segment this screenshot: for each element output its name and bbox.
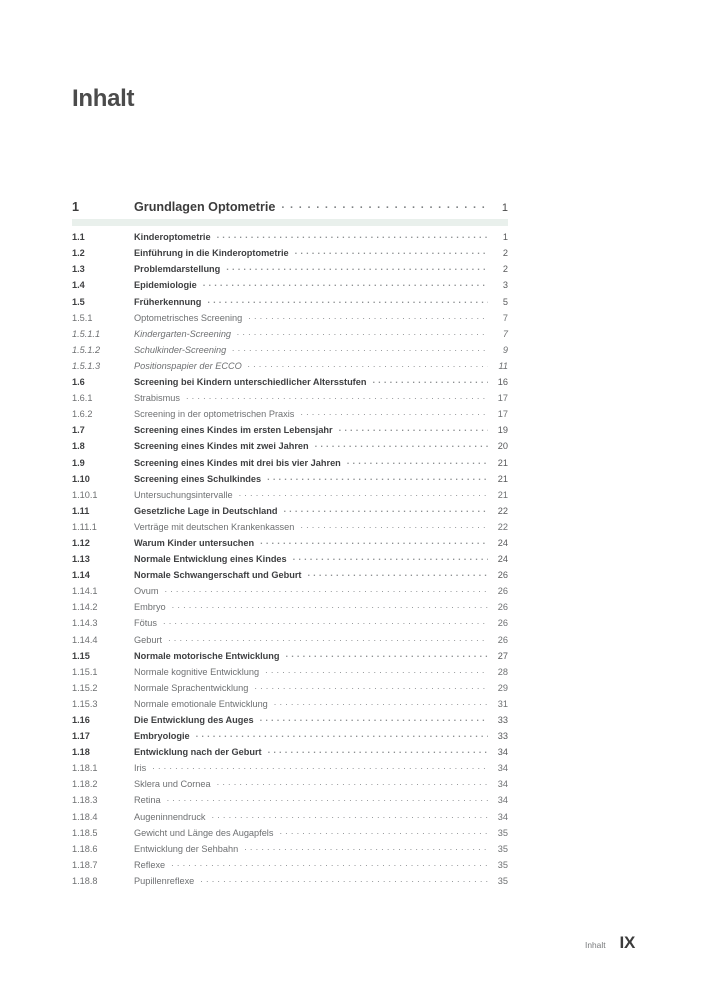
toc-entry-number: 1.18 (72, 747, 90, 758)
toc-entry-number: 1.18.3 (72, 795, 98, 806)
toc-entry-number: 1.5.1 (72, 312, 93, 323)
toc-leader-dots (281, 198, 488, 211)
toc-leader-dots (226, 263, 488, 272)
toc-entry-title: Fötus (134, 618, 157, 629)
toc-leader-dots (339, 424, 488, 433)
toc-entry-title: Screening eines Kindes im ersten Lebensjahr (134, 425, 333, 436)
toc-entry[interactable] (72, 344, 508, 360)
toc-entry[interactable] (72, 295, 508, 311)
toc-entry-title: Normale Entwicklung eines Kindes (134, 554, 287, 565)
chapter-accent-band (72, 219, 508, 226)
toc-entry-title: Die Entwicklung des Auges (134, 715, 254, 725)
toc-entry-page-number: 16 (497, 377, 508, 388)
toc-entry[interactable] (72, 859, 508, 875)
toc-leader-dots (260, 537, 488, 546)
toc-entry-title: Geburt (134, 634, 163, 645)
toc-leader-dots (212, 810, 488, 819)
toc-leader-dots (295, 247, 488, 256)
toc-entry-page-number: 19 (497, 425, 508, 436)
toc-entry[interactable] (72, 810, 508, 826)
toc-leader-dots (186, 392, 488, 401)
toc-entry-number: 1.17 (72, 731, 90, 742)
toc-entry-page-number: 33 (497, 731, 508, 742)
toc-entry[interactable] (72, 472, 508, 488)
footer-section-label: Inhalt (585, 940, 606, 950)
toc-entry[interactable] (72, 666, 508, 682)
toc-entry-page-number: 7 (502, 328, 508, 339)
toc-entry[interactable] (72, 633, 508, 649)
toc-entry[interactable] (72, 247, 508, 263)
toc-leader-dots (244, 843, 488, 852)
toc-entry-title: Screening in der optometrischen Praxis (134, 409, 295, 420)
toc-entry-number: 1.14 (72, 570, 90, 581)
toc-entry-number: 1.18.7 (72, 859, 98, 870)
toc-entry-title: Epidemiologie (134, 280, 197, 291)
toc-entry-page-number: 5 (502, 296, 508, 307)
toc-entry[interactable] (72, 794, 508, 810)
toc-leader-dots (232, 344, 488, 353)
toc-entry-number: 1.15 (72, 650, 90, 661)
toc-entry-title: Screening eines Schulkindes (134, 473, 262, 484)
toc-entry[interactable] (72, 537, 508, 553)
toc-entry[interactable] (72, 198, 508, 218)
toc-entry-page-number: 34 (497, 763, 508, 774)
toc-leader-dots (237, 328, 488, 337)
toc-entry-page-number: 26 (497, 618, 508, 629)
toc-entry[interactable] (72, 279, 508, 295)
toc-entry-number: 1.2 (72, 248, 85, 259)
toc-entry-title: Screening eines Kindes mit drei bis vier Jahren (134, 457, 341, 468)
toc-entry-title: Positionspapier der ECCO (134, 360, 242, 371)
toc-entry-number: 1.9 (72, 457, 85, 468)
toc-entry[interactable] (72, 682, 508, 698)
toc-leader-dots (217, 231, 488, 240)
toc-entry-title: Embryologie (134, 731, 190, 742)
toc-entry[interactable] (72, 585, 508, 601)
toc-entry[interactable] (72, 553, 508, 569)
toc-entry-number: 1.4 (72, 280, 85, 291)
toc-entry-page-number: 21 (497, 489, 508, 500)
toc-entry[interactable] (72, 231, 508, 247)
toc-entry-page-number: 33 (497, 715, 508, 725)
toc-entry-title: Entwicklung der Sehbahn (134, 843, 239, 854)
toc-entry-number: 1.18.6 (72, 843, 98, 854)
toc-leader-dots (172, 601, 488, 610)
toc-entry-page-number: 22 (497, 505, 508, 516)
toc-entry-number: 1.5.1.2 (72, 344, 101, 355)
toc-entry-number: 1 (72, 199, 80, 214)
toc-leader-dots (372, 376, 488, 385)
toc-entry-page-number: 35 (497, 827, 508, 838)
toc-entry-number: 1.15.2 (72, 682, 98, 693)
toc-entry[interactable] (72, 875, 508, 891)
toc-leader-dots (171, 859, 488, 868)
toc-entry-number: 1.11.1 (72, 521, 97, 532)
toc-leader-dots (267, 472, 488, 481)
toc-entry[interactable] (72, 392, 508, 408)
toc-entry-page-number: 21 (497, 457, 508, 468)
toc-entry[interactable] (72, 328, 508, 344)
toc-entry-page-number: 34 (497, 795, 508, 806)
toc-leader-dots (300, 521, 488, 530)
toc-entry-number: 1.16 (72, 715, 90, 725)
toc-entry-number: 1.14.3 (72, 618, 98, 629)
toc-entry[interactable] (72, 649, 508, 665)
toc-leader-dots (254, 682, 488, 691)
toc-entry-number: 1.3 (72, 264, 85, 275)
toc-entry-page-number: 34 (497, 779, 508, 790)
toc-leader-dots (286, 649, 489, 658)
toc-entry[interactable] (72, 569, 508, 585)
toc-leader-dots (265, 666, 488, 675)
toc-entry-title: Ovum (134, 586, 159, 597)
toc-entry-page-number: 29 (497, 682, 508, 693)
toc-entry-title: Embryo (134, 602, 166, 613)
toc-entry-number: 1.18.1 (72, 763, 98, 774)
toc-leader-dots (268, 746, 488, 755)
toc-entry-number: 1.8 (72, 441, 85, 452)
toc-entry-number: 1.13 (72, 554, 90, 565)
page-title: Inhalt (72, 85, 135, 112)
toc-entry[interactable] (72, 360, 508, 376)
toc-entry-title: Reflexe (134, 859, 166, 870)
toc-entry-title: Problemdarstellung (134, 264, 221, 275)
toc-entry[interactable] (72, 826, 508, 842)
toc-entry[interactable] (72, 698, 508, 714)
toc-entry-number: 1.10 (72, 473, 90, 484)
toc-leader-dots (200, 875, 488, 884)
toc-entry[interactable] (72, 843, 508, 859)
toc-entry-title: Früherkennung (134, 296, 202, 307)
toc-entry[interactable] (72, 601, 508, 617)
toc-entry[interactable] (72, 456, 508, 472)
toc-entry[interactable] (72, 424, 508, 440)
toc-entry-number: 1.6.1 (72, 393, 93, 404)
toc-entry-number: 1.1 (72, 232, 85, 243)
toc-entry-title: Augeninnendruck (134, 811, 206, 822)
toc-entry-page-number: 11 (498, 360, 508, 371)
toc-entry-title: Gewicht und Länge des Augapfels (134, 827, 274, 838)
toc-entry-number: 1.14.1 (72, 586, 98, 597)
toc-entry-title: Normale Sprachentwicklung (134, 682, 249, 693)
toc-entry[interactable] (72, 714, 508, 730)
toc-entry-page-number: 22 (497, 521, 508, 532)
toc-leader-dots (167, 794, 488, 803)
toc-entry-number: 1.18.5 (72, 827, 98, 838)
toc-entry-title: Untersuchungsintervalle (134, 489, 233, 500)
toc-entry[interactable] (72, 505, 508, 521)
toc-entry-title: Entwicklung nach der Geburt (134, 747, 262, 758)
toc-entry-number: 1.11 (72, 505, 90, 516)
toc-entry-page-number: 9 (502, 344, 508, 355)
toc-entry-title: Verträge mit deutschen Krankenkassen (134, 521, 295, 532)
toc-entry-title: Grundlagen Optometrie (134, 199, 276, 214)
toc-entry-page-number: 31 (497, 698, 508, 709)
toc-leader-dots (196, 730, 488, 739)
toc-entry-title: Normale Schwangerschaft und Geburt (134, 570, 302, 581)
toc-entry-page-number: 21 (497, 473, 508, 484)
toc-leader-dots (293, 553, 488, 562)
toc-leader-dots (217, 778, 488, 787)
toc-entry[interactable] (72, 408, 508, 424)
toc-entry[interactable] (72, 263, 508, 279)
toc-entry-page-number: 3 (502, 280, 508, 291)
toc-entry-title: Iris (134, 763, 147, 774)
toc-entry-title: Schulkinder-Screening (134, 344, 227, 355)
toc-entry[interactable] (72, 311, 508, 327)
toc-entry-title: Pupillenreflexe (134, 875, 195, 886)
table-of-contents (72, 198, 508, 891)
toc-entry-title: Screening bei Kindern unterschiedlicher Altersstufen (134, 377, 367, 388)
toc-entry-number: 1.10.1 (72, 489, 98, 500)
toc-entry-page-number: 17 (497, 393, 508, 404)
toc-entry-title: Sklera und Cornea (134, 779, 211, 790)
toc-entry[interactable] (72, 440, 508, 456)
toc-entry-number: 1.5.1.1 (72, 328, 101, 339)
toc-entry-number: 1.6 (72, 377, 85, 388)
toc-entry-page-number: 26 (497, 634, 508, 645)
toc-leader-dots (260, 714, 488, 723)
toc-entry-page-number: 24 (497, 554, 508, 565)
toc-leader-dots (207, 295, 488, 304)
toc-leader-dots (168, 633, 488, 642)
toc-entry-page-number: 20 (497, 441, 508, 452)
toc-entry-page-number: 2 (502, 248, 508, 259)
toc-leader-dots (165, 585, 488, 594)
toc-entry-title: Einführung in die Kinderoptometrie (134, 248, 289, 259)
toc-entry[interactable] (72, 376, 508, 392)
toc-entry-number: 1.5.1.3 (72, 360, 101, 371)
toc-leader-dots (152, 762, 488, 771)
toc-entry-title: Retina (134, 795, 161, 806)
toc-entry-page-number: 2 (502, 264, 508, 275)
toc-entry-title: Kindergarten-Screening (134, 328, 232, 339)
toc-leader-dots (307, 569, 488, 578)
toc-entry-page-number: 7 (502, 312, 508, 323)
toc-entry-page-number: 35 (497, 859, 508, 870)
toc-entry-number: 1.14.2 (72, 602, 98, 613)
toc-entry-page-number: 26 (497, 586, 508, 597)
toc-entry-number: 1.12 (72, 537, 90, 548)
toc-leader-dots (203, 279, 488, 288)
toc-entry-number: 1.5 (72, 296, 85, 307)
toc-entry-number: 1.15.3 (72, 698, 98, 709)
toc-entry[interactable] (72, 762, 508, 778)
toc-entry-page-number: 28 (497, 666, 508, 677)
toc-leader-dots (239, 489, 488, 498)
toc-leader-dots (315, 440, 488, 449)
toc-entry-page-number: 35 (497, 843, 508, 854)
toc-entry-page-number: 1 (501, 201, 508, 214)
toc-entry-page-number: 27 (497, 650, 508, 661)
toc-entry[interactable] (72, 730, 508, 746)
toc-leader-dots (283, 505, 488, 514)
toc-entry[interactable] (72, 617, 508, 633)
toc-entry-title: Normale motorische Entwicklung (134, 650, 280, 661)
toc-leader-dots (300, 408, 488, 417)
toc-entry-page-number: 34 (497, 811, 508, 822)
toc-entry-page-number: 35 (497, 875, 508, 886)
toc-entry-title: Gesetzliche Lage in Deutschland (134, 505, 278, 516)
toc-entry-page-number: 17 (497, 409, 508, 420)
toc-entry-number: 1.18.2 (72, 779, 98, 790)
toc-entry[interactable] (72, 489, 508, 505)
toc-entry-number: 1.18.4 (72, 811, 98, 822)
toc-leader-dots (279, 826, 488, 835)
toc-entry-page-number: 1 (502, 232, 508, 243)
footer-page-number: IX (619, 933, 635, 952)
toc-entry-title: Optometrisches Screening (134, 312, 243, 323)
toc-entry-title: Screening eines Kindes mit zwei Jahren (134, 441, 309, 452)
toc-entry[interactable] (72, 778, 508, 794)
toc-entry-number: 1.6.2 (72, 409, 93, 420)
toc-entry[interactable] (72, 746, 508, 762)
toc-entry-title: Normale emotionale Entwicklung (134, 698, 268, 709)
toc-entry-title: Kinderoptometrie (134, 232, 211, 243)
toc-entry-page-number: 26 (497, 570, 508, 581)
toc-leader-dots (248, 360, 488, 369)
toc-entry-number: 1.15.1 (72, 666, 98, 677)
toc-leader-dots (274, 698, 488, 707)
toc-entry-title: Normale kognitive Entwicklung (134, 666, 260, 677)
toc-entry-page-number: 24 (497, 537, 508, 548)
toc-entry-page-number: 34 (497, 747, 508, 758)
toc-entry-title: Strabismus (134, 393, 180, 404)
toc-entry-number: 1.18.8 (72, 875, 98, 886)
page-footer (585, 933, 635, 953)
toc-leader-dots (347, 456, 488, 465)
toc-entry-title: Warum Kinder untersuchen (134, 537, 255, 548)
toc-entry-number: 1.14.4 (72, 634, 98, 645)
toc-entry-number: 1.7 (72, 425, 85, 436)
toc-entry[interactable] (72, 521, 508, 537)
toc-entry-page-number: 26 (497, 602, 508, 613)
toc-leader-dots (163, 617, 488, 626)
toc-leader-dots (248, 311, 488, 320)
